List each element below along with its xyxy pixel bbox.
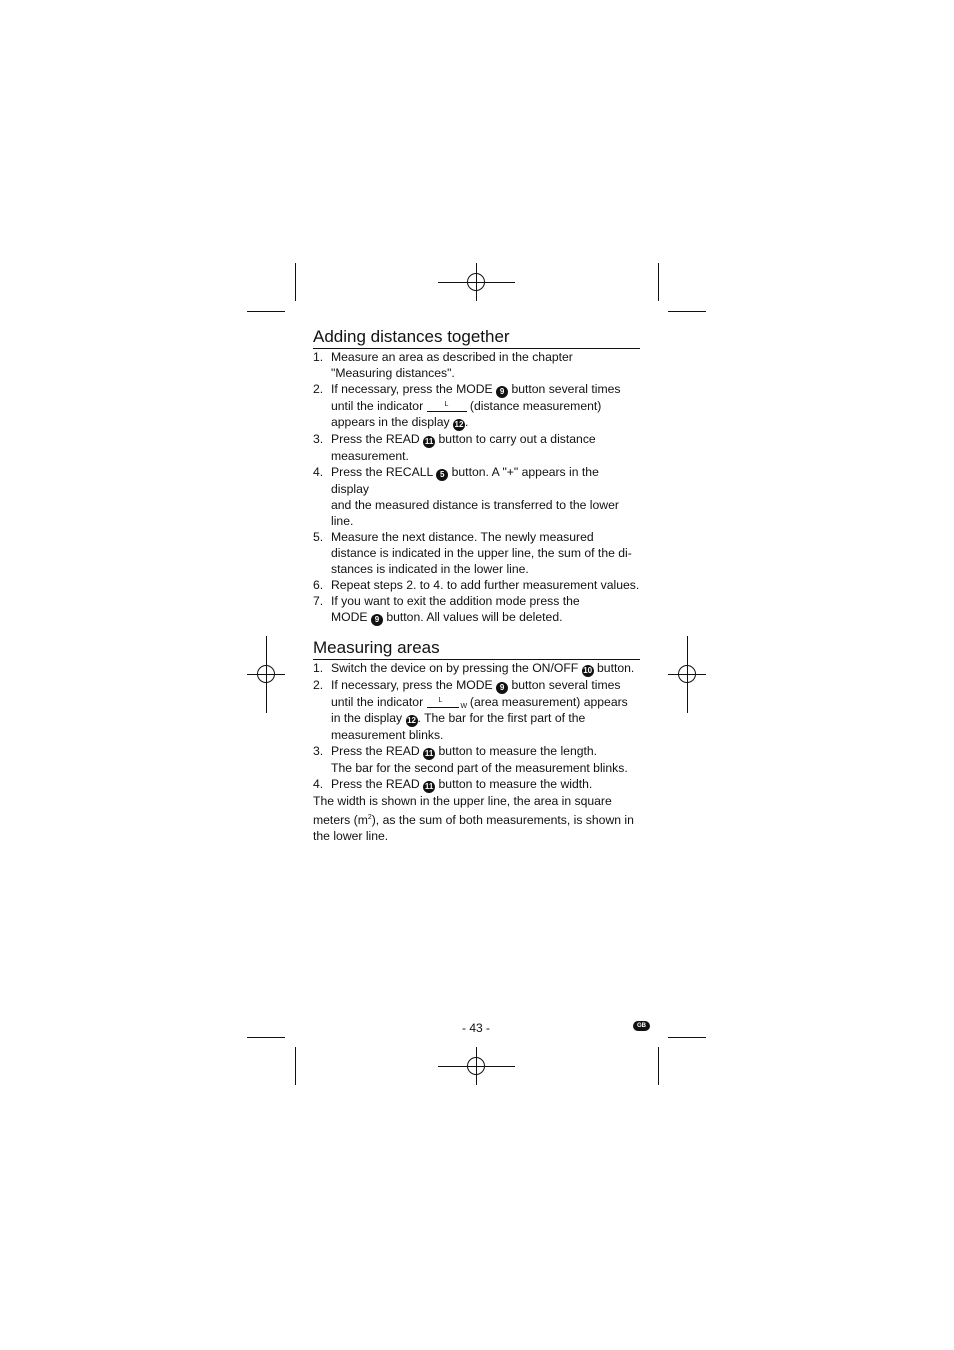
crop-mark-top-right-v bbox=[658, 263, 659, 301]
list-item: 1. Switch the device on by pressing the ON/OFF 10 button. bbox=[313, 661, 635, 675]
list-item: 3. Press the READ 11 button to carry out a distance measurement. bbox=[313, 432, 596, 463]
button-number-badge: 5 bbox=[436, 469, 448, 481]
button-number-badge: 10 bbox=[583, 666, 593, 675]
crop-mark-top-left-v bbox=[295, 263, 296, 301]
crop-mark-bottom-left-v bbox=[295, 1047, 296, 1085]
country-badge: GB bbox=[633, 1021, 650, 1031]
steps-list-areas bbox=[313, 660, 640, 793]
button-number-badge: 9 bbox=[496, 386, 508, 398]
display-number-badge: 12 bbox=[454, 420, 464, 429]
result-paragraph: The width is shown in the upper line, the area in square meters $(m^2)$, as the sum of both measurements, is shown in the lower line. bbox=[313, 794, 634, 844]
section-title-measuring-areas: Measuring areas bbox=[313, 638, 640, 660]
register-top-circle bbox=[467, 273, 485, 291]
button-number-badge: 11 bbox=[424, 749, 434, 758]
crop-mark-top-right-h bbox=[668, 311, 706, 312]
list-item: 2. If necessary, press the MODE 9 button several times until the indicator L W (area measurement) appears in the display 12 . The bar for the first part of the measurement blinks. bbox=[313, 678, 628, 742]
section-title-adding-distances: Adding distances together bbox=[313, 327, 640, 349]
list-item: 1. Measure an area as described in the chapter "Measuring distances". bbox=[313, 350, 573, 380]
register-bottom-circle bbox=[467, 1057, 485, 1075]
list-item: 3. Press the READ 11 button to measure the length. The bar for the second part of the measurement blinks. bbox=[313, 744, 628, 775]
area-indicator-icon: L W bbox=[427, 696, 467, 708]
register-right-circle bbox=[678, 665, 696, 683]
register-left-circle bbox=[257, 665, 275, 683]
list-item: 4. Press the READ 11 button to measure the width. bbox=[313, 777, 593, 791]
crop-mark-top-left-h bbox=[247, 311, 285, 312]
button-number-badge: 11 bbox=[424, 437, 434, 446]
list-item: 6. Repeat steps 2. to 4. to add further measurement values. bbox=[313, 578, 640, 592]
button-number-badge: 9 bbox=[371, 614, 383, 626]
list-item: 7. If you want to exit the addition mode press the MODE 9 button. All values will be deleted. bbox=[313, 594, 580, 624]
page-content bbox=[313, 327, 640, 845]
display-number-badge: 12 bbox=[407, 716, 416, 725]
button-number-badge: 9 bbox=[496, 682, 508, 694]
crop-mark-bottom-right-h bbox=[668, 1037, 706, 1038]
steps-list-adding bbox=[313, 349, 640, 626]
button-number-badge: 11 bbox=[424, 782, 434, 791]
distance-indicator-icon: L bbox=[427, 400, 467, 412]
crop-mark-bottom-right-v bbox=[658, 1047, 659, 1085]
crop-mark-bottom-left-h bbox=[247, 1037, 285, 1038]
page-number: - 43 - bbox=[462, 1021, 491, 1035]
list-item: 4. Press the RECALL 5 button. A "+" appears in the display and the measured distance is transferred to the lower line. bbox=[313, 465, 619, 528]
list-item: 2. If necessary, press the MODE 9 button several times until the indicator L (distance measurement) appears in the display 12 . bbox=[313, 382, 621, 429]
list-item: 5. Measure the next distance. The newly measured distance is indicated in the upper line, the sum of the di- stances is indicated in the lower line. bbox=[313, 530, 632, 576]
